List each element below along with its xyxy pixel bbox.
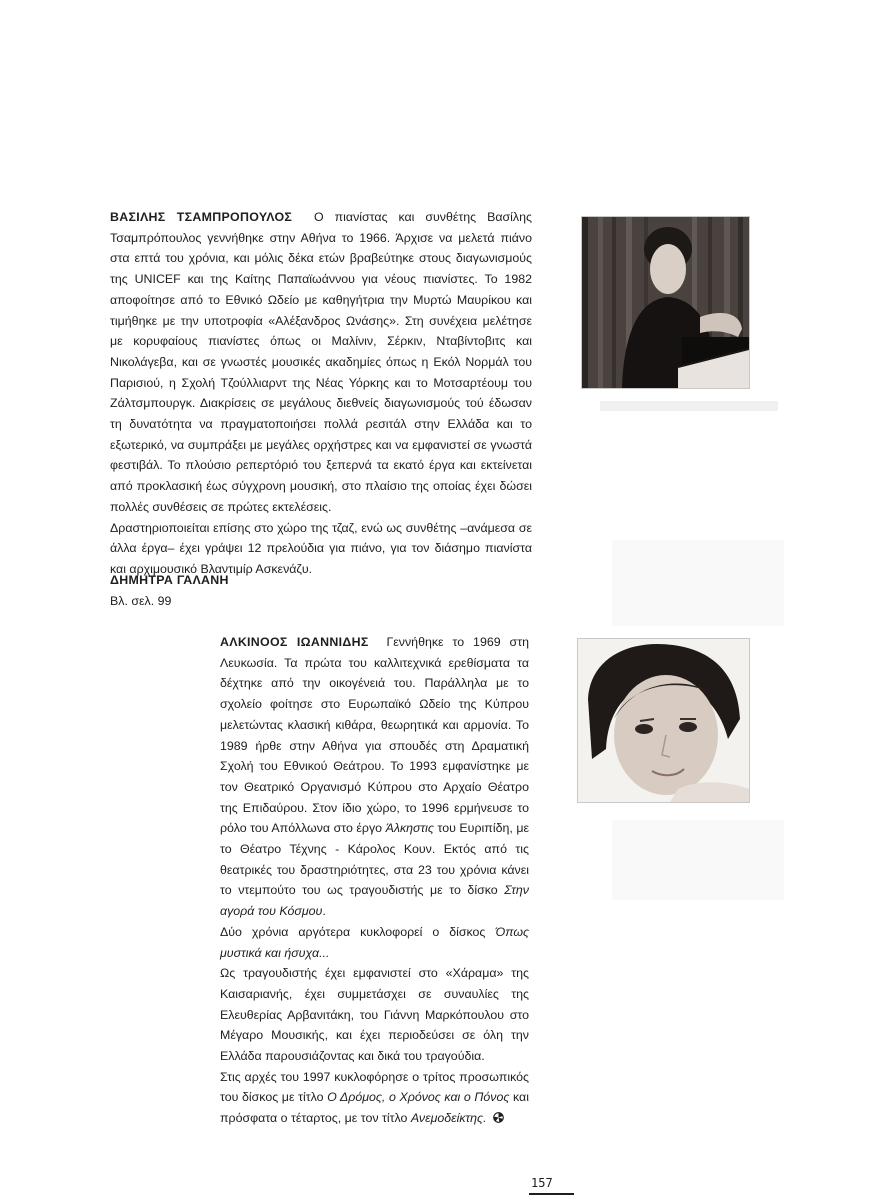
section-galani	[110, 570, 229, 611]
bio-paragraph: ΑΛΚΙΝΟΟΣ ΙΩΑΝΝΙΔΗΣ Γεννήθηκε το 1969 στη Λευκωσία. Τα πρώτα του καλλιτεχνικά ερεθίσματα τα δέχτηκε από την οικογένειά του. Παράλληλα με το σχολείο φοίτησε στο Ευρωπαϊκό Ωδείο της Κύπρου μελετώντας κλασική κιθάρα, θεωρητικά και αρμονία. Το 1989 ήρθε στην Αθήνα για σπουδές στη Δραματική Σχολή του Εθνικού Θεάτρου. Το 1993 εμφανίστηκε με τον Θεατρικό Οργανισμό Κύπρου στο Αρχαίο Θέατρο της Επιδαύρου. Στον ίδιο χώρο, το 1996 ερμήνευσε το ρόλο του Απόλλωνα στο έργο Άλκηστις του Ευριπίδη, με το Θέατρο Τέχνης - Κάρολος Κουν. Εκτός από τις θεατρικές του δραστηριότητες, στα 23 του χρόνια κάνει το ντεμπούτο του ως τραγουδιστής με το δίσκο Στην αγορά του Κόσμου.	[220, 635, 529, 919]
page-number: 157	[531, 1176, 553, 1190]
album-title: Ο Δρόμος, ο Χρόνος και ο Πόνος	[327, 1090, 510, 1105]
faint-bleed-through-heading	[140, 122, 830, 144]
bio-text: Γεννήθηκε το 1969 στη Λευκωσία. Τα πρώτα του καλλιτεχνικά ερεθίσματα τα δέχτηκε από την οικογένειά του. Παράλληλα με το σχολείο φοίτησε στο Ευρωπαϊκό Ωδείο της Κύπρου μελετώντας κλασική κιθάρα, θεωρητικά και αρμονία. Το 1989 ήρθε στην Αθήνα για σπουδές στη Δραματική Σχολή του Εθνικού Θεάτρου. Το 1993 εμφανίστηκε με τον Θεατρικό Οργανισμό Κύπρου στο Αρχαίο Θέατρο της Επιδαύρου. Στον ίδιο χώρο, το 1996 ερμήνευσε το ρόλο του Απόλλωνα στο έργο	[220, 635, 529, 836]
bio-text: και πρόσφατα ο τέταρτος, με τον τίτλο	[220, 1090, 529, 1126]
bio-paragraph	[110, 207, 532, 518]
bio-text: Στις αρχές του 1997 κυκλοφόρησε ο τρίτος προσωπικός του δίσκος με τίτλο	[220, 1069, 529, 1105]
bio-tsampropoulos	[110, 207, 532, 580]
work-title: Άλκηστις	[385, 821, 434, 836]
page-number-rule	[529, 1193, 574, 1195]
bio-name: ΒΑΣΙΛΗΣ ΤΣΑΜΠΡΟΠΟΥΛΟΣ	[110, 210, 293, 224]
bio-text: Δύο χρόνια αργότερα κυκλοφορεί ο δίσκος	[220, 924, 486, 939]
album-title: Όπως μυστικά και ήσυχα...	[220, 924, 529, 960]
faint-bleed-block	[612, 820, 784, 900]
end-mark-icon	[493, 1112, 504, 1123]
section-name-title: ΔΗΜΗΤΡΑ ΓΑΛΑΝΗ	[110, 573, 229, 587]
album-title: Ανεμοδείκτης.	[410, 1111, 487, 1126]
bio-text: του Ευριπίδη, με το Θέατρο Τέχνης - Κάρολος Κουν. Εκτός από τις θεατρικές του δραστηριότητες, στα 23 του χρόνια κάνει το ντεμπούτο του ως τραγουδιστής με το δίσκο	[220, 821, 529, 898]
page-reference: Βλ. σελ. 99	[110, 593, 172, 608]
bio-paragraph: Δραστηριοποιείται επίσης στο χώρο της τζαζ, ενώ ως συνθέτης –ανάμεσα σε άλλα έργα– έχει γράψει 12 πρελούδια για πιάνο, για τον διάσημο πιανίστα και αρχιμουσικό Βλαντιμίρ Ασκενάζυ.	[110, 520, 532, 576]
faint-caption-bleed	[600, 401, 778, 411]
bio-name: ΑΛΚΙΝΟΟΣ ΙΩΑΝΝΙΔΗΣ	[220, 635, 369, 649]
bio-paragraph	[220, 922, 529, 963]
album-title: Στην αγορά του Κόσμου	[220, 883, 529, 919]
bio-text: Ο πιανίστας και συνθέτης Βασίλης Τσαμπρόπουλος γεννήθηκε στην Αθήνα το 1966. Άρχισε να μελετά πιάνο στα επτά του χρόνια, και μόλις δέκα ετών βραβεύτηκε στους διαγωνισμούς της UNICEF και της Καίτης Παπαϊωάννου για νέους πιανίστες. Το 1982 αποφοίτησε από το Εθνικό Ωδείο με καθηγήτρια την Μυρτώ Μαυρίκου και τιμήθηκε με την υποτροφία «Αλέξανδρος Ωνάσης». Στη συνέχεια μελέτησε με κορυφαίους πιανίστες όπως οι Μαλίνιν, Σέρκιν, Νταβίντοβιτς και Νικολάγεβα, και σε γνωστές μουσικές ακαδημίες όπως η Εκόλ Νορμάλ του Παρισιού, η Σχολή Τζούλλιαρντ της Νέας Υόρκης και το Μοτσαρτέουμ του Ζάλτσμπουργκ. Διακρίσεις σε μεγάλους διεθνείς διαγωνισμούς τού έδωσαν τη δυνατότητα να πραγματοποιήσει πολλά ρεσιτάλ στην Ελλάδα και το εξωτερικό, να συμπράξει με μεγάλες ορχήστρες και να εμφανιστεί σε γνωστά φεστιβάλ. Το πλούσιο ρεπερτόριό του ξεπερνά τα εκατό έργα και εκτείνεται από προκλασική έως σύγχρονη μουσική, στο πλαίσιο της οποίας έχει δώσει πολλές συνθέσεις σε πρώτες εκτελέσεις.	[110, 210, 532, 514]
photo-tsampropoulos	[581, 216, 750, 389]
photo-ioannidis	[577, 638, 750, 803]
bio-ioannidis	[220, 632, 529, 1129]
bio-paragraph: Ως τραγουδιστής έχει εμφανιστεί στο «Χάραμα» της Καισαριανής, έχει συμμετάσχει σε συναυλίες της Ελευθερίας Αρβανιτάκη, του Γιάννη Μαρκόπουλου στο Μέγαρο Μουσικής, και έχει περιοδεύσει σε όλη την Ελλάδα παρουσιάζοντας και δικά του τραγούδια.	[220, 966, 529, 1064]
faint-bleed-block	[612, 540, 784, 626]
bio-paragraph	[220, 1067, 529, 1129]
